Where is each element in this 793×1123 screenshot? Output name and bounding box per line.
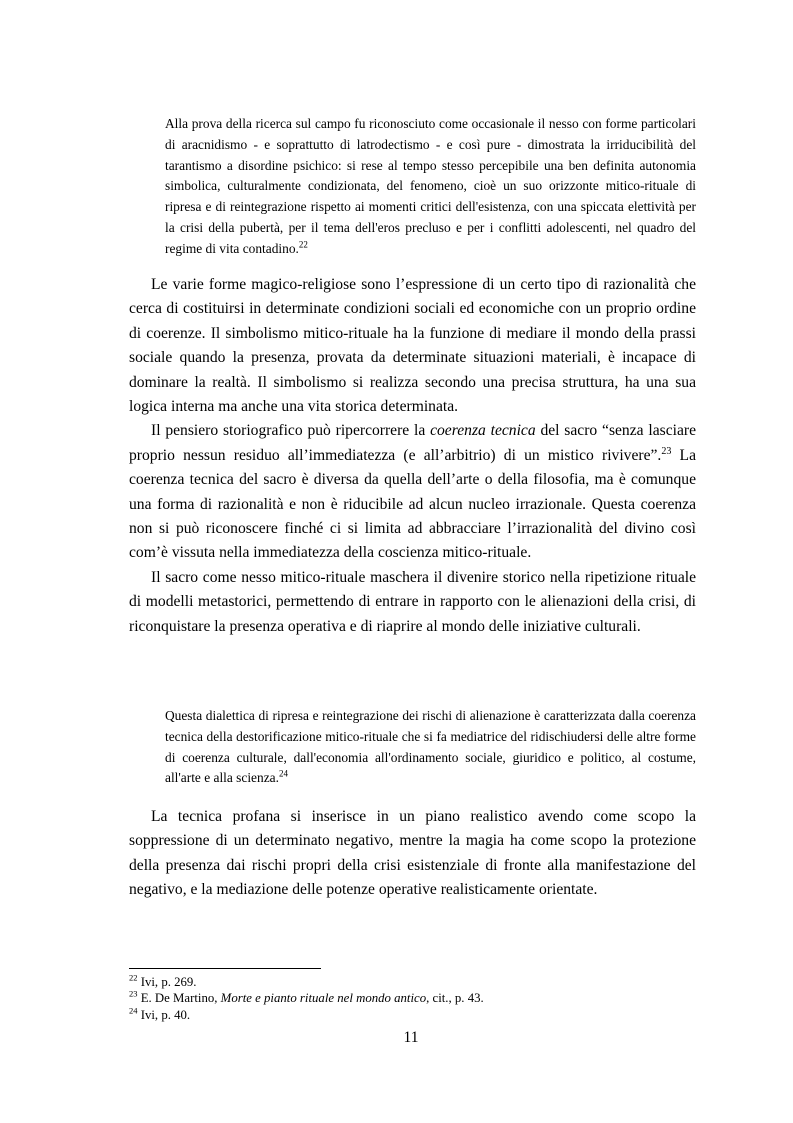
footnote-ref-24[interactable]: 24 (278, 768, 288, 779)
body-text-section-2 (129, 805, 696, 903)
block-quote-1 (165, 114, 696, 260)
footnote-24: $^{24}$ Ivi, p. 40. (129, 1005, 191, 1022)
body-text-section-1 (129, 273, 696, 639)
footnotes (129, 974, 696, 1023)
footnote-ref-22[interactable]: 22 (298, 239, 308, 250)
cited-work-title: Morte e pianto rituale nel mondo antico (220, 991, 427, 1006)
footnote-23: $^{23}$ E. De Martino, Morte e pianto rituale nel mondo antico, cit., p. 43. (129, 989, 484, 1006)
paragraph-1: Le varie forme magico-religiose sono l’espressione di un certo tipo di razionalità che cerca di costituirsi in determinate condizioni sociali ed economiche con un proprio ordine di coerenze. Il simbolismo mitico-rituale ha la funzione di mediare il mondo della prassi sociale quando la presenza, provata da determinate situazioni materiali, è incapace di dominare la realtà. Il simbolismo si realizza secondo una precisa struttura, ha una sua logica interna ma anche una vita storica determinata. (129, 276, 696, 416)
footnote-22: $^{22}$ Ivi, p. 269. (129, 972, 197, 989)
quote-2-text: Questa dialettica di ripresa e reintegrazione dei rischi di alienazione è caratterizzata dalla coerenza tecnica della destorificazione mitico-rituale che si fa mediatrice del ridischiudersi delle altre forme di coerenza culturale, dall'economia all'ordinamento sociale, giuridico e politico, al costume, all'arte e alla scienza.$^{24}$ (165, 708, 696, 786)
block-quote-2 (165, 706, 696, 789)
paragraph-4: La tecnica profana si inserisce in un piano realistico avendo come scopo la soppressione di un determinato negativo, mentre la magia ha come scopo la protezione della presenza dai rischi propri della crisi esistenziale di fronte alla manifestazione del negativo, e la mediazione delle potenze operative realisticamente orientate. (129, 808, 696, 899)
paragraph-3: Il sacro come nesso mitico-rituale maschera il divenire storico nella ripetizione rituale di modelli metastorici, permettendo di entrare in rapporto con le alienazioni della crisi, di riconquistare la presenza operativa e di riaprire al mondo delle iniziative culturali. (129, 568, 696, 635)
footnote-ref-23[interactable]: 23 (661, 445, 672, 457)
italic-term: coerenza tecnica (430, 422, 536, 440)
page-number: 11 (403, 1029, 419, 1046)
footnote-separator (129, 968, 321, 969)
quote-1-text: Alla prova della ricerca sul campo fu riconosciuto come occasionale il nesso con forme particolari di aracnidismo - e soprattutto di latrodectismo - e così pure - dimostrata la irriducibilità del tarantismo a disordine psichico: si rese al tempo stesso percepibile una ben definita autonomia simbolica, culturalmente condizionata, del fenomeno, cioè un suo orizzonte mitico-rituale di ripresa e di reintegrazione rispetto ai momenti critici dell'esistenza, con una spiccata elettività per la crisi della pubertà, per il tema dell'eros precluso e per i conflitti adolescenti, nel quadro del regime di vita contadino.$^{22}$ (165, 116, 696, 256)
paragraph-2: Il pensiero storiografico può ripercorrere la coerenza tecnica del sacro “senza lasciare proprio nessun residuo all’immediatezza (e all’arbitrio) di un mistico rivivere”.$^{23}$ La coerenza tecnica del sacro è diversa da quella dell’arte o della filosofia, ma è comunque una forma di razionalità e non è riducibile ad alcun nucleo irrazionale. Questa coerenza non si può riconoscere finché ci si limita ad abbracciare l’irrazionalità del divino così com’è vissuta nella immediatezza della coscienza mitico-rituale. (129, 422, 696, 562)
